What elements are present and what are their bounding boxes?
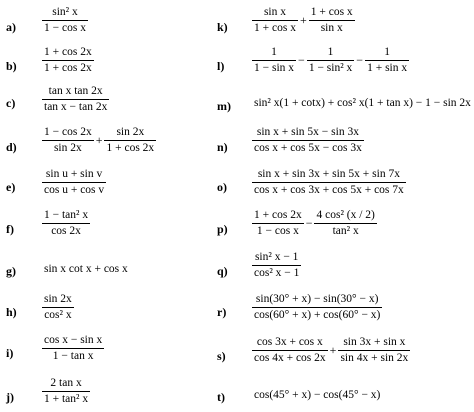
expression-j [42, 377, 90, 406]
expression-k [252, 6, 355, 35]
expression-a [42, 6, 88, 35]
fraction [42, 293, 74, 322]
label-a: a) [6, 20, 16, 34]
expression-t [254, 389, 380, 402]
denominator: cos² x [44, 309, 72, 321]
label-l: l) [217, 59, 225, 73]
denominator: 1 − sin x [254, 62, 295, 74]
expression-h [42, 293, 74, 322]
denominator: 1 − sin² x [308, 62, 353, 74]
expression-m [254, 97, 471, 110]
denominator: cos 2x [51, 225, 81, 237]
expression-s [252, 336, 410, 365]
numerator: sin x + sin 3x + sin 5x + sin 7x [257, 168, 400, 180]
numerator: sin u + sin v [45, 168, 103, 180]
label-f: f) [6, 222, 14, 236]
fraction [252, 126, 364, 155]
label-n: n) [217, 140, 228, 154]
label-s: s) [217, 349, 226, 363]
expression-r [252, 293, 382, 322]
numerator: sin 3x + sin x [343, 336, 406, 348]
denominator: cos 4x + cos 2x [254, 352, 326, 364]
label-h: h) [6, 305, 17, 319]
numerator: 1 [384, 46, 390, 58]
plus-operator: + [95, 133, 103, 147]
numerator: 1 − cos 2x [44, 126, 92, 138]
numerator: 1 + cos x [310, 6, 353, 18]
numerator: sin(30° + x) − sin(30° − x) [255, 293, 379, 305]
fraction [252, 209, 304, 238]
label-b: b) [6, 59, 17, 73]
numerator: sin 2x [44, 293, 72, 305]
numerator: 1 − tan² x [44, 209, 89, 221]
numerator: cos x − sin x [44, 334, 103, 346]
numerator: sin x [263, 6, 286, 18]
numerator: 2 tan x [50, 377, 82, 389]
denominator: tan² x [332, 225, 359, 237]
denominator: cos u + cos v [44, 184, 105, 196]
denominator: 1 + cos 2x [106, 142, 155, 154]
denominator: 1 + cos 2x [44, 62, 92, 74]
denominator: sin 2x [53, 142, 82, 154]
minus-operator: − [298, 53, 305, 67]
expression-p [252, 209, 377, 238]
fraction [252, 336, 328, 365]
label-k: k) [217, 20, 228, 34]
fraction [309, 6, 355, 35]
denominator: 1 − tan x [52, 350, 94, 362]
fraction [42, 377, 90, 406]
fraction [42, 6, 88, 35]
label-m: m) [217, 99, 231, 113]
fraction [338, 336, 410, 365]
expression-g [44, 263, 128, 276]
denominator: cos x + cos 3x + cos 5x + cos 7x [254, 184, 404, 196]
denominator: 1 + cos x [254, 22, 296, 34]
denominator: 1 + sin x [367, 62, 408, 74]
label-d: d) [6, 140, 17, 154]
expression-text: cos(45° + x) − cos(45° − x) [254, 389, 381, 401]
expression-n [252, 126, 364, 155]
label-t: t) [217, 390, 225, 404]
plus-operator: + [329, 343, 337, 357]
label-e: e) [6, 180, 16, 194]
fraction [42, 168, 106, 197]
expression-q [252, 251, 301, 280]
fraction [252, 168, 406, 197]
denominator: tan x − tan 2x [44, 101, 108, 113]
minus-operator: − [356, 53, 364, 67]
denominator: sin x [320, 22, 343, 34]
expression-l [252, 46, 409, 75]
fraction [252, 46, 296, 75]
numerator: tan x tan 2x [48, 85, 103, 97]
denominator: cos(60° + x) + cos(60° − x) [254, 309, 381, 321]
numerator: sin 2x [116, 126, 145, 138]
expression-d [42, 126, 156, 155]
numerator: 1 + cos 2x [44, 46, 92, 58]
expression-i [42, 334, 104, 363]
plus-operator: + [299, 13, 307, 27]
numerator: 1 [327, 46, 334, 58]
fraction [42, 126, 94, 155]
expression-c [42, 85, 109, 114]
label-o: o) [217, 180, 227, 194]
label-c: c) [6, 96, 16, 110]
fraction [252, 251, 301, 280]
denominator: 1 − cos x [256, 225, 299, 237]
fraction [252, 6, 298, 35]
denominator: cos² x − 1 [254, 267, 300, 279]
minus-operator: − [305, 216, 313, 230]
expression-text: sin² x(1 + cotx) + cos² x(1 + tan x) − 1 − sin 2x [254, 97, 471, 109]
expression-e [42, 168, 106, 197]
label-j: j) [6, 390, 14, 404]
fraction [365, 46, 409, 75]
label-i: i) [6, 346, 14, 360]
fraction [42, 85, 109, 114]
denominator: 1 − cos x [44, 22, 86, 34]
numerator: 4 cos² (x / 2) [316, 209, 375, 221]
fraction [252, 293, 382, 322]
expression-text: sin x cot x + cos x [44, 263, 128, 275]
denominator: 1 + tan² x [44, 393, 89, 405]
numerator: sin x + sin 5x − sin 3x [256, 126, 359, 138]
fraction [307, 46, 354, 75]
numerator: 1 + cos 2x [254, 209, 302, 221]
expression-b [42, 46, 94, 75]
expression-o [252, 168, 406, 197]
fraction [42, 334, 104, 363]
fraction [104, 126, 156, 155]
numerator: 1 [271, 46, 277, 58]
expression-f [42, 209, 90, 238]
denominator: cos x + cos 5x − cos 3x [254, 142, 362, 154]
label-p: p) [217, 222, 228, 236]
label-q: q) [217, 264, 228, 278]
denominator: sin 4x + sin 2x [340, 352, 409, 364]
numerator: sin² x − 1 [254, 251, 299, 263]
numerator: cos 3x + cos x [256, 336, 323, 348]
fraction [314, 209, 376, 238]
label-g: g) [6, 264, 16, 278]
fraction [42, 46, 94, 75]
numerator: sin² x [52, 6, 78, 18]
fraction [42, 209, 90, 238]
label-r: r) [217, 305, 227, 319]
